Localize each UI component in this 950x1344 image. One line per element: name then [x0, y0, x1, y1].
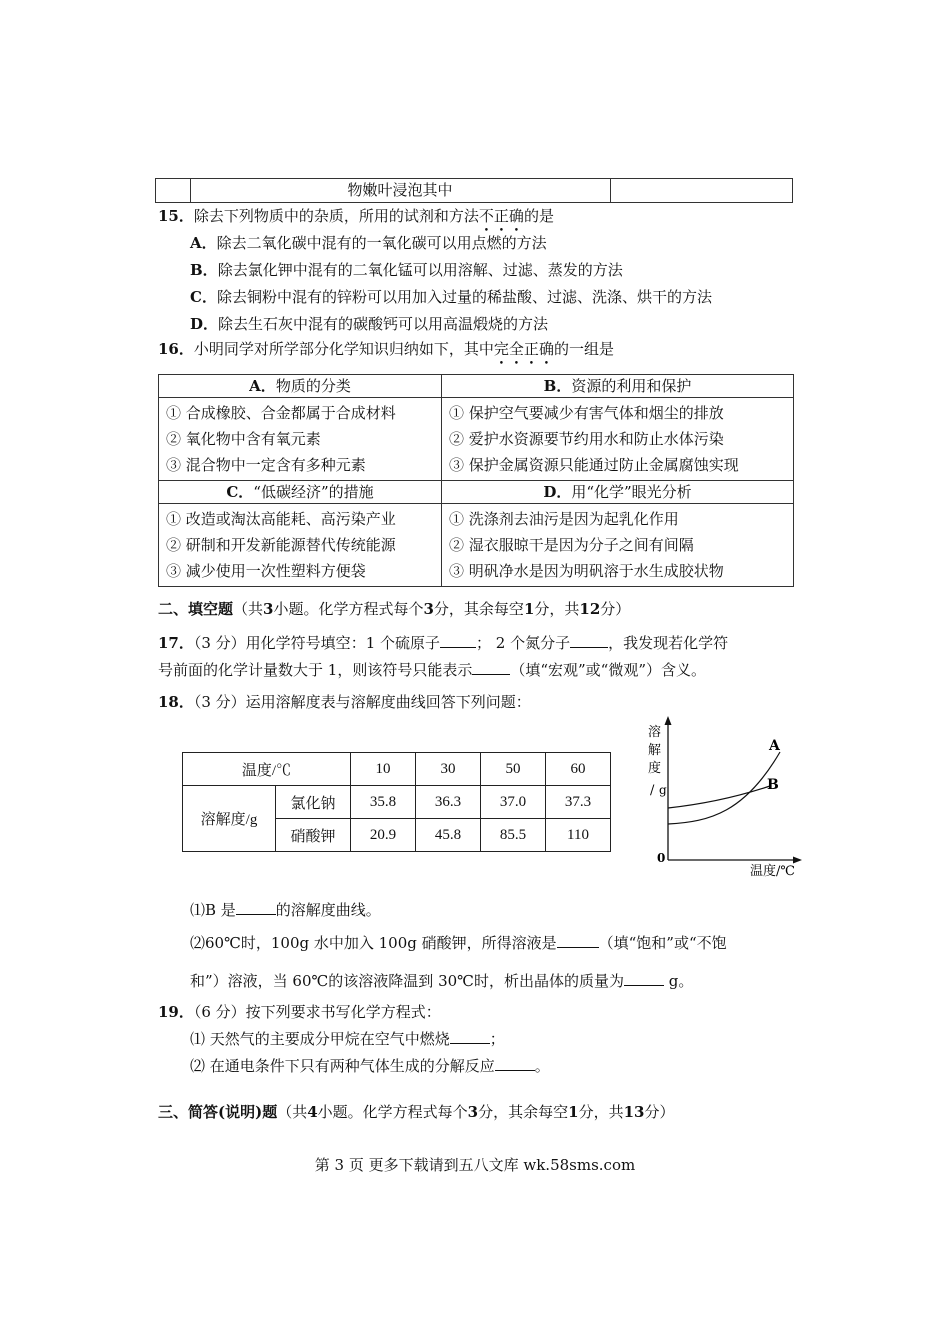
q16-number: 16．: [158, 340, 194, 358]
q18-blank-3[interactable]: [624, 985, 664, 986]
value-cell: 37.0: [481, 786, 546, 819]
value-cell: 45.8: [416, 819, 481, 852]
emphasis-char: 确: [538, 340, 554, 358]
q16-c-header: [159, 481, 442, 504]
q19-sub2: [190, 1054, 550, 1078]
q16-b-label: B．: [543, 377, 572, 395]
section2-title: 二、填空题: [158, 600, 234, 618]
solubility-curve-graph: [640, 712, 810, 882]
top-table-fragment: [155, 178, 793, 203]
q15-number: 15．: [158, 207, 194, 225]
q16-d-label: D．: [543, 483, 572, 501]
q18-number: 18．: [158, 693, 194, 711]
q19-text: ；: [489, 1030, 505, 1048]
q16-d-item: ② 湿衣服晾干是因为分子之间有间隔: [449, 536, 694, 554]
q16-d-title: 用“化学”眼光分析: [571, 483, 692, 501]
value-cell: 35.8: [351, 786, 416, 819]
q16-stem-b: 的一组是: [553, 340, 614, 358]
value-cell: 110: [546, 819, 611, 852]
curve-a-label: A: [769, 738, 780, 754]
q16-stem-emphasis: [494, 340, 554, 358]
q19-sub1: [190, 1027, 505, 1051]
q15-stem-b: 的是: [523, 207, 554, 225]
y-axis-arrow: [665, 716, 672, 725]
emphasis-char: 正: [493, 207, 509, 225]
section3-text: 分，共: [578, 1103, 624, 1121]
q15-option-b-label: B．: [190, 261, 218, 279]
q18-text: ⑵60℃时，100g 水中加入 100g 硝酸钾，所得溶液是: [190, 934, 557, 952]
q16-a-item: ② 氧化物中含有氧元素: [166, 430, 321, 448]
q15-option-a-label: A．: [190, 234, 217, 252]
q16-a-title: 物质的分类: [275, 377, 351, 395]
q19-text: 。: [534, 1057, 550, 1075]
q16-c-item: ② 研制和开发新能源替代传统能源: [166, 536, 396, 554]
top-table-cell-2: 物嫩叶浸泡其中: [190, 179, 611, 202]
q17-text: 号前面的化学计量数大于 1，则该符号只能表示: [158, 661, 473, 679]
section2-total: 12: [579, 600, 601, 618]
q18-text: ⑴B 是: [190, 901, 236, 919]
q17-number: 17．: [158, 634, 194, 652]
section2-text: 分）: [600, 600, 631, 618]
q15-option-c-text: 除去铜粉中混有的锌粉可以用加入过量的稀盐酸、过滤、洗涤、烘干的方法: [216, 288, 712, 306]
q18-stem: [158, 690, 531, 714]
section3-blank-score: 1: [568, 1103, 579, 1121]
value-cell: 36.3: [416, 786, 481, 819]
top-table-cell-1: [156, 179, 191, 202]
q16-b-header: [442, 375, 794, 398]
q18-text: （填“饱和”或“不饱: [598, 934, 727, 952]
section3-title: 三、简答(说明)题: [158, 1103, 278, 1121]
section3-heading: [158, 1100, 674, 1124]
value-cell: 85.5: [481, 819, 546, 852]
q15-option-a-text: 除去二氧化碳中混有的一氧化碳可以用点燃的方法: [216, 234, 547, 252]
q16-b-items: [442, 398, 794, 481]
q19-text: ⑵ 在通电条件下只有两种气体生成的分解反应: [190, 1057, 495, 1075]
section3-text: 小题。化学方程式每个: [317, 1103, 468, 1121]
q16-c-item: ③ 减少使用一次性塑料方便袋: [166, 562, 366, 580]
q15-option-d-text: 除去生石灰中混有的碳酸钙可以用高温煅烧的方法: [218, 315, 549, 333]
temp-cell: 50: [481, 753, 546, 786]
x-axis-label: 温度/℃: [750, 864, 795, 879]
q15-option-c: [190, 285, 712, 309]
q15-stem: [158, 204, 554, 228]
q18-blank-2[interactable]: [557, 947, 599, 948]
curve-b-label: B: [767, 777, 779, 793]
q17-text: （3 分）用化学符号填空：1 个硫原子: [193, 634, 440, 652]
row-name: 硝酸钾: [276, 819, 351, 852]
emphasis-char: 不: [478, 207, 494, 225]
q16-a-items: [159, 398, 442, 481]
q18-text: g。: [663, 972, 694, 990]
q19-number: 19．: [158, 1003, 194, 1021]
q15-option-c-label: C．: [190, 288, 217, 306]
temp-cell: 60: [546, 753, 611, 786]
q16-b-title: 资源的利用和保护: [571, 377, 692, 395]
q16-table: [158, 374, 794, 587]
q18-sub1: [190, 898, 381, 922]
q16-d-items: [442, 504, 794, 587]
q18-text: 和”）溶液，当 60℃的该溶液降温到 30℃时，析出晶体的质量为: [190, 972, 624, 990]
q15-option-d-label: D．: [190, 315, 219, 333]
q16-stem-a: 小明同学对所学部分化学知识归纳如下，其中: [193, 340, 494, 358]
q19-text: （6 分）按下列要求书写化学方程式：: [193, 1003, 441, 1021]
origin-label: 0: [657, 851, 666, 865]
q16-d-item: ① 洗涤剂去油污是因为起乳化作用: [449, 510, 679, 528]
q17-text: （填“宏观”或“微观”）含义。: [510, 661, 707, 679]
q16-c-title: “低碳经济”的措施: [253, 483, 374, 501]
q17-line2: [158, 658, 706, 682]
section2-eq-score: 3: [423, 600, 434, 618]
q17-blank-2[interactable]: [570, 647, 608, 648]
q17-blank-1[interactable]: [440, 647, 476, 648]
page-footer: 第 3 页 更多下载请到五八文库 wk.58sms.com: [314, 1156, 636, 1174]
q17-blank-3[interactable]: [472, 674, 510, 675]
q17-text: ，我发现若化学符: [608, 634, 729, 652]
q17-line1: [158, 631, 728, 655]
temp-cell: 10: [351, 753, 416, 786]
q16-a-item: ③ 混合物中一定含有多种元素: [166, 456, 366, 474]
section3-eq-score: 3: [467, 1103, 479, 1121]
q18-text: 的溶解度曲线。: [275, 901, 381, 919]
value-cell: 37.3: [546, 786, 611, 819]
q18-text: （3 分）运用溶解度表与溶解度曲线回答下列问题：: [193, 693, 531, 711]
q19-stem: [158, 1000, 441, 1024]
q16-c-label: C．: [226, 483, 254, 501]
q17-text: ； 2 个氮分子: [476, 634, 571, 652]
q16-d-item: ③ 明矾净水是因为明矾溶于水生成胶状物: [449, 562, 724, 580]
q15-option-a: [190, 231, 547, 255]
q16-b-item: ① 保护空气要减少有害气体和烟尘的排放: [449, 404, 724, 422]
q15-stem-emphasis: [479, 207, 524, 225]
emphasis-char: 确: [508, 207, 524, 225]
y-label-char: 度: [648, 761, 662, 776]
q15-stem-a: 除去下列物质中的杂质，所用的试剂和方法: [193, 207, 479, 225]
section3-text: （共: [277, 1103, 308, 1121]
x-axis-arrow: [793, 857, 802, 864]
q15-option-b: [190, 258, 623, 282]
emphasis-char: 正: [523, 340, 539, 358]
section2-text: 分，共: [534, 600, 580, 618]
q19-blank-1[interactable]: [450, 1043, 490, 1044]
q16-b-item: ② 爱护水资源要节约用水和防止水体污染: [449, 430, 724, 448]
q18-sub2-line2: [190, 969, 693, 993]
q15-option-d: [190, 312, 548, 336]
section2-text: 分，其余每空: [433, 600, 524, 618]
y-label-char: 溶: [648, 725, 662, 740]
value-cell: 20.9: [351, 819, 416, 852]
q16-stem: [158, 337, 614, 361]
curve-b: [668, 786, 770, 808]
section2-text: 小题。化学方程式每个: [273, 600, 424, 618]
y-label-char: g: [659, 783, 667, 797]
section3-count: 4: [307, 1103, 318, 1121]
row-name: 氯化钠: [276, 786, 351, 819]
q16-c-items: [159, 504, 442, 587]
section3-total: 13: [623, 1103, 645, 1121]
section2-heading: [158, 597, 630, 621]
q16-d-header: [442, 481, 794, 504]
q16-b-item: ③ 保护金属资源只能通过防止金属腐蚀实现: [449, 456, 739, 474]
q16-c-item: ① 改造或淘汰高能耗、高污染产业: [166, 510, 396, 528]
temp-header: 温度/℃: [183, 753, 351, 786]
q15-option-b-text: 除去氯化钾中混有的二氧化锰可以用溶解、过滤、蒸发的方法: [217, 261, 623, 279]
q19-text: ⑴ 天然气的主要成分甲烷在空气中燃烧: [190, 1030, 450, 1048]
solubility-table: [182, 752, 611, 852]
emphasis-char: 完: [493, 340, 509, 358]
emphasis-char: 全: [508, 340, 524, 358]
temp-cell: 30: [416, 753, 481, 786]
section3-text: 分）: [644, 1103, 675, 1121]
solubility-label: 溶解度/g: [183, 786, 276, 852]
q18-sub2-line1: [190, 931, 727, 955]
q16-a-header: [159, 375, 442, 398]
y-label-char: /: [650, 783, 655, 798]
q18-blank-1[interactable]: [236, 914, 276, 915]
q16-a-label: A．: [249, 377, 276, 395]
section2-text: （共: [233, 600, 264, 618]
section2-blank-score: 1: [523, 600, 535, 618]
section2-count: 3: [263, 600, 274, 618]
section3-text: 分，其余每空: [478, 1103, 569, 1121]
q16-a-item: ① 合成橡胶、合金都属于合成材料: [166, 404, 396, 422]
q19-blank-2[interactable]: [495, 1070, 535, 1071]
y-label-char: 解: [648, 743, 662, 758]
